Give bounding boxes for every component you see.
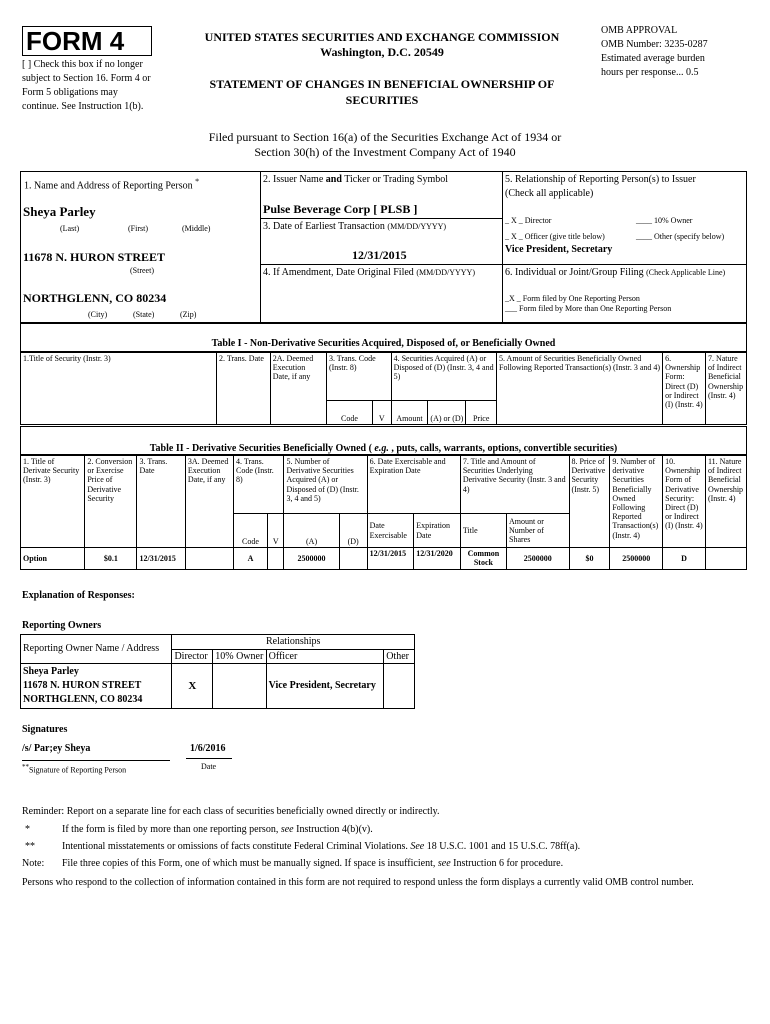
- reporting-person-name: Sheya Parley: [23, 204, 96, 219]
- state-label: (State): [133, 310, 155, 319]
- t2-exp: Expiration Date: [414, 514, 461, 548]
- persons-notice: Persons who respond to the collection of information contained in this form are not required to respond unless the form displays a currently valid OMB control number.: [22, 877, 694, 888]
- t1-v: V: [372, 401, 391, 425]
- omb-approval: OMB APPROVAL OMB Number: 3235-0287 Estimated average burden hours per response... 0.5: [601, 25, 708, 78]
- t2-col2: 2. Conversion or Exercise Price of Derivative Security: [85, 456, 137, 548]
- signatures-heading: Signatures: [22, 724, 68, 735]
- footnote-1: If the form is filed by more than one reporting person, see Instruction 4(b)(v).: [62, 824, 373, 835]
- reporting-person-label: 1. Name and Address of Reporting Person *: [24, 177, 200, 192]
- issuer-label: 2. Issuer Name and Ticker or Trading Symbol: [263, 174, 449, 185]
- middle-label: (Middle): [182, 224, 211, 233]
- table2: [20, 455, 747, 570]
- first-label: (First): [128, 224, 148, 233]
- amendment-label: 4. If Amendment, Date Original Filed (MM/DD/YYYY): [263, 267, 475, 278]
- street-label: (Street): [130, 266, 154, 275]
- footnote-1-mark: *: [25, 824, 30, 835]
- t1-col3: 3. Trans. Code (Instr. 8): [326, 353, 391, 401]
- table1: [20, 352, 747, 425]
- footnote-2: Intentional misstatements or omissions of facts constitute Federal Criminal Violations. See 18 U.S.C. 1001 and 15 U.S.C. 78ff(a).: [62, 841, 581, 852]
- t2-col11: 11. Nature of Indirect Beneficial Ownership (Instr. 4): [705, 456, 746, 548]
- t1-col5: 5. Amount of Securities Beneficially Owned Following Reported Transaction(s) (Instr. 3 and 4): [497, 353, 663, 425]
- reporting-owners-table: [20, 634, 415, 709]
- t2-col1: 1. Title of Derivate Security (Instr. 3): [21, 456, 85, 548]
- signature-value: /s/ Par;ey Sheya: [22, 743, 91, 754]
- t2-col4: 4. Trans. Code (Instr. 8): [233, 456, 284, 514]
- t2-col9: 9. Number of derivative Securities Beneficially Owned Following Reported Transaction(s) (Instr. 4): [610, 456, 663, 548]
- owner-name-header: Reporting Owner Name / Address: [21, 635, 172, 664]
- footnote-3: File three copies of this Form, one of which must be manually signed. If space is insufficient, see Instruction 6 for procedure.: [62, 858, 564, 869]
- officer-title: Vice President, Secretary: [505, 244, 613, 255]
- t2-v: V: [267, 514, 284, 548]
- ten-percent-check[interactable]: ____ 10% Owner: [636, 216, 693, 225]
- t2-col5: 5. Number of Derivative Securities Acquired (A) or Disposed of (D) (Instr. 3, 4 and 5): [284, 456, 367, 514]
- t1-amount: Amount: [391, 401, 428, 425]
- date-label: Date: [201, 762, 217, 771]
- director-check[interactable]: _ X _ Director: [505, 216, 552, 225]
- t1-col2: 2. Trans. Date: [217, 353, 271, 425]
- t2-col3a: 3A. Deemed Execution Date, if any: [185, 456, 233, 548]
- t2-col3: 3. Trans. Date: [137, 456, 185, 548]
- reporting-owners-heading: Reporting Owners: [22, 620, 102, 631]
- director-header: Director: [172, 649, 213, 664]
- t1-aord: (A) or (D): [428, 401, 466, 425]
- ten-pct-header: 10% Owner: [213, 649, 266, 664]
- director-mark: X: [172, 664, 213, 709]
- signature-label: **Signature of Reporting Person: [22, 763, 127, 775]
- t2-col6: 6. Date Exercisable and Expiration Date: [367, 456, 460, 514]
- reminder-text: Reminder: Report on a separate line for each class of securities beneficially owned directly or indirectly.: [22, 806, 440, 817]
- other-header: Other: [384, 649, 415, 664]
- checkbox-note[interactable]: [ ] Check this box if no longer subject to Section 16. Form 4 or Form 5 obligations may continue. See Instruction 1(b).: [22, 59, 151, 112]
- t1-price: Price: [466, 401, 497, 425]
- city-address: NORTHGLENN, CO 80234: [23, 291, 167, 305]
- zip-label: (Zip): [180, 310, 197, 319]
- one-person-check[interactable]: _X _ Form filed by One Reporting Person: [505, 294, 640, 303]
- table1-title: Table I - Non-Derivative Securities Acquired, Disposed of, or Beneficially Owned: [211, 338, 556, 349]
- officer-check[interactable]: _ X _ Officer (give title below): [505, 232, 605, 241]
- table-row: Option $0.1 12/31/2015 A 2500000 12/31/2015 12/31/2020 Common Stock 2500000 $0 2500000 D: [21, 548, 747, 570]
- explanation-heading: Explanation of Responses:: [22, 590, 135, 601]
- relationship-label: 5. Relationship of Reporting Person(s) to Issuer (Check all applicable): [505, 174, 696, 199]
- t2-col10: 10. Ownership Form of Derivative Security: Direct (D) or Indirect (I) (Instr. 4): [663, 456, 706, 548]
- agency-name: UNITED STATES SECURITIES AND EXCHANGE COMMISSION Washington, D.C. 20549: [204, 30, 560, 59]
- t2-d: (D): [339, 514, 367, 548]
- t1-col6: 6. Ownership Form: Direct (D) or Indirect (I) (Instr. 4): [663, 353, 706, 425]
- t2-title: Title: [460, 514, 506, 548]
- table2-title: Table II - Derivative Securities Beneficially Owned ( e.g. , puts, calls, warrants, options, convertible securities): [149, 443, 618, 454]
- t2-col8: 8. Price of Derivative Security (Instr. 5): [569, 456, 610, 548]
- t2-a: (A): [284, 514, 339, 548]
- earliest-transaction-date: 12/31/2015: [352, 248, 407, 262]
- form-title-box: [22, 26, 152, 56]
- t2-col7: 7. Title and Amount of Securities Underlying Derivative Security (Instr. 3 and 4): [460, 456, 569, 514]
- t1-col7: 7. Nature of Indirect Beneficial Ownership (Instr. 4): [705, 353, 746, 425]
- other-check[interactable]: ____ Other (specify below): [636, 232, 725, 241]
- last-label: (Last): [60, 224, 80, 233]
- more-person-check[interactable]: ___ Form filed by More than One Reporting Person: [505, 304, 672, 313]
- t2-code: Code: [233, 514, 267, 548]
- city-label: (City): [88, 310, 108, 319]
- t1-code: Code: [326, 401, 372, 425]
- footnote-2-mark: **: [25, 841, 35, 852]
- t2-amt: Amount or Number of Shares: [507, 514, 570, 548]
- table2-title-box: [20, 426, 747, 455]
- t1-col2a: 2A. Deemed Execution Date, if any: [270, 353, 326, 425]
- footnote-3-mark: Note:: [22, 858, 45, 869]
- filing-type-label: 6. Individual or Joint/Group Filing (Check Applicable Line): [505, 267, 726, 278]
- t2-date-ex: Date Exercisable: [367, 514, 414, 548]
- table-row: [21, 664, 415, 709]
- statement-title: STATEMENT OF CHANGES IN BENEFICIAL OWNERSHIP OF SECURITIES: [209, 77, 555, 107]
- relationships-header: Relationships: [172, 635, 415, 650]
- t1-col1: 1.Title of Security (Instr. 3): [21, 353, 217, 425]
- signature-date: 1/6/2016: [190, 743, 226, 754]
- owner-name-address: Sheya Parley 11678 N. HURON STREET NORTHGLENN, CO 80234: [21, 664, 172, 709]
- earliest-transaction-label: 3. Date of Earliest Transaction (MM/DD/YYYY): [263, 221, 447, 232]
- street-address: 11678 N. HURON STREET: [23, 250, 166, 264]
- table1-title-box: [20, 323, 747, 352]
- officer-header: Officer: [266, 649, 384, 664]
- t1-col4: 4. Securities Acquired (A) or Disposed of (D) (Instr. 3, 4 and 5): [391, 353, 496, 401]
- issuer-name: Pulse Beverage Corp [ PLSB ]: [263, 202, 418, 216]
- form-title: FORM 4: [26, 26, 125, 56]
- filed-pursuant: Filed pursuant to Section 16(a) of the Securities Exchange Act of 1934 or Section 30(h) of the Investment Company Act of 1940: [208, 130, 562, 159]
- officer-value: Vice President, Secretary: [266, 664, 384, 709]
